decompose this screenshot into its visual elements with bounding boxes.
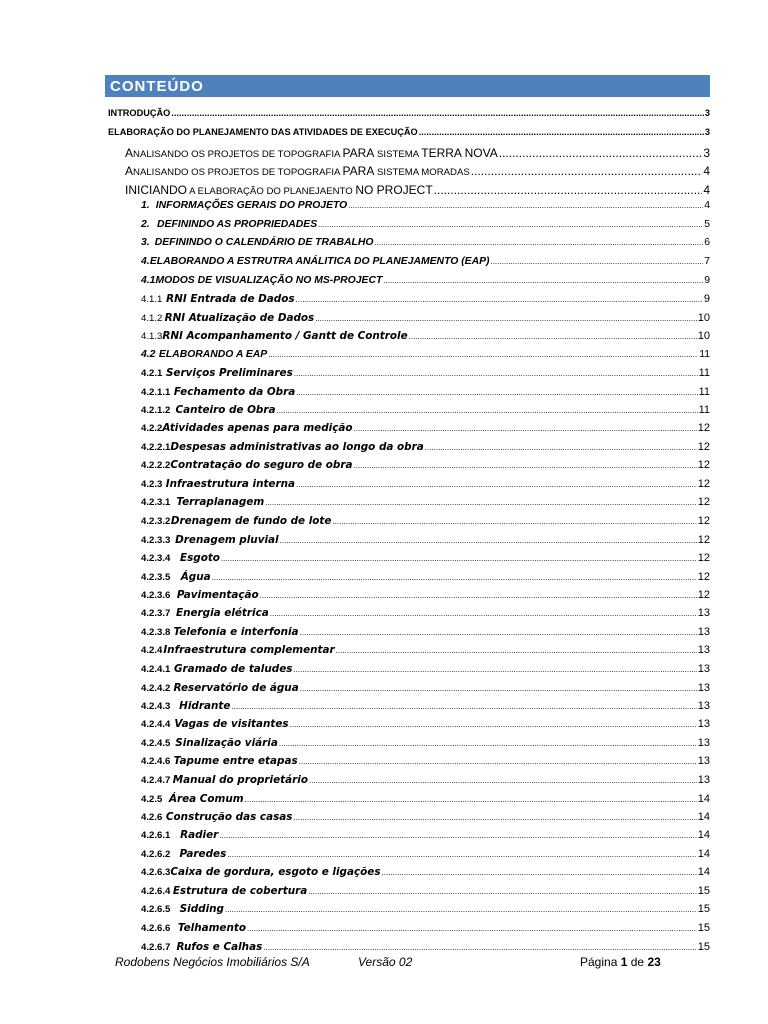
toc-entry-title: Água xyxy=(180,571,211,583)
toc-dot-leader xyxy=(383,276,703,285)
toc-entry-number: 4.2.3.2 xyxy=(141,516,171,527)
toc-dot-leader xyxy=(219,831,696,840)
toc-entry-title xyxy=(125,164,470,178)
toc-entry-number: 4.2.4 xyxy=(141,645,163,656)
toc-entry[interactable] xyxy=(125,164,710,182)
toc-entry-number: 4. xyxy=(141,256,150,267)
toc-entry-title: Construção das casas xyxy=(165,811,293,823)
toc-entry-page: 14 xyxy=(697,848,710,860)
toc-entry-title: Contratação do seguro de obra xyxy=(170,459,353,471)
toc-entry-title xyxy=(125,146,498,160)
toc-entry[interactable] xyxy=(141,496,710,514)
toc-entry-page: 11 xyxy=(698,367,710,379)
toc-entry[interactable] xyxy=(141,386,710,404)
toc-entry[interactable] xyxy=(141,663,710,681)
toc-dot-leader xyxy=(490,257,703,266)
toc-entry-number: 4.2.3 xyxy=(141,479,163,490)
toc-entry-page: 7 xyxy=(704,256,710,267)
toc-entry[interactable] xyxy=(141,682,710,700)
toc-entry-page: 12 xyxy=(697,496,710,508)
toc-dot-leader xyxy=(293,813,696,822)
toc-entry[interactable] xyxy=(141,441,710,459)
toc-entry-page: 13 xyxy=(697,663,710,675)
toc-entry-number: 4.2.1 xyxy=(141,368,163,379)
toc-dot-leader xyxy=(353,461,696,470)
toc-entry-number: 4.2.1.2 xyxy=(141,405,171,416)
toc-dot-leader xyxy=(263,943,696,952)
toc-entry[interactable] xyxy=(141,737,710,755)
toc-dot-leader xyxy=(296,480,697,489)
footer-company: Rodobens Negócios Imobiliários S/A xyxy=(115,955,310,969)
toc-entry-title: Serviços Preliminares xyxy=(165,367,293,379)
toc-entry[interactable] xyxy=(141,811,710,829)
toc-entry-title: Gramado de taludes xyxy=(174,663,293,675)
footer-page-total: 23 xyxy=(647,955,661,969)
toc-entry[interactable] xyxy=(141,219,710,237)
toc-entry-title: DEFININDO AS PROPRIEDADES xyxy=(157,219,318,230)
toc-entry-number: 4.2.2.2 xyxy=(141,460,171,471)
toc-entry-number: 4.2.3.8 xyxy=(141,627,171,638)
toc-entry-page: 13 xyxy=(697,774,710,786)
toc-entry[interactable] xyxy=(141,478,710,496)
toc-dot-leader xyxy=(279,739,697,748)
toc-entry-title-part: NALISANDO OS PROJETOS DE TOPOGRAFIA xyxy=(133,149,343,160)
toc-entry-number: 4.2.4.4 xyxy=(141,719,171,730)
toc-dot-leader xyxy=(315,314,697,323)
toc-entry-number: 4.2.6.2 xyxy=(141,849,171,860)
toc-entry-page: 13 xyxy=(697,682,710,694)
toc-entry-title: Telefonia e interfonia xyxy=(173,626,299,638)
footer-version: Versão 02 xyxy=(358,955,413,969)
toc-entry-title-part: A xyxy=(125,146,134,160)
toc-entry-page: 15 xyxy=(697,885,710,897)
toc-entry-page: 13 xyxy=(697,755,710,767)
toc-entry[interactable] xyxy=(141,200,710,218)
toc-entry[interactable] xyxy=(141,626,710,644)
toc-dot-leader xyxy=(296,295,703,304)
toc-entry[interactable] xyxy=(141,571,710,589)
toc-entry-number: 4.2.6.7 xyxy=(141,942,171,953)
toc-entry-page: 11 xyxy=(698,404,710,416)
toc-dot-leader xyxy=(300,628,697,637)
toc-entry-title-part: SISTEMA xyxy=(374,149,422,160)
toc-entry-title: INFORMAÇÕES GERAIS DO PROJETO xyxy=(155,200,348,211)
toc-entry-title: Caixa de gordura, esgoto e ligações xyxy=(170,866,381,878)
toc-entry-page: 12 xyxy=(697,534,710,546)
toc-dot-leader xyxy=(308,887,697,896)
toc-entry[interactable] xyxy=(141,256,710,274)
toc-entry-page: 6 xyxy=(704,237,710,248)
toc-entry-number: 4.2.5 xyxy=(141,794,163,805)
toc-entry-title: Esgoto xyxy=(179,552,220,564)
toc-dot-leader xyxy=(299,757,697,766)
toc-dot-leader xyxy=(300,684,697,693)
toc-entry-title: Atividades apenas para medição xyxy=(162,422,353,434)
toc-dot-leader xyxy=(293,665,696,674)
toc-entry-title-part: INICIANDO xyxy=(125,183,188,197)
toc-entry-title: Hidrante xyxy=(179,700,231,712)
toc-entry[interactable] xyxy=(141,589,710,607)
toc-entry[interactable] xyxy=(141,367,710,385)
toc-entry[interactable] xyxy=(141,700,710,718)
toc-entry-number: 4.2.3.7 xyxy=(141,608,171,619)
toc-dot-leader xyxy=(245,795,697,804)
toc-entry-title: Manual do proprietário xyxy=(172,774,308,786)
toc-entry[interactable] xyxy=(141,515,710,533)
toc-entry[interactable] xyxy=(141,644,710,662)
toc-entry-page: 11 xyxy=(698,386,710,398)
toc-dot-leader xyxy=(296,388,697,397)
toc-heading-text: CONTEÚDO xyxy=(110,78,204,95)
toc-entry[interactable] xyxy=(141,774,710,792)
toc-entry-page: 14 xyxy=(697,829,710,841)
toc-entry-number: 2. xyxy=(141,219,150,230)
toc-entry-number: 4.2.6 xyxy=(141,812,163,823)
toc-entry-page: 14 xyxy=(697,793,710,805)
toc-entry-title-part: NALISANDO OS PROJETOS DE TOPOGRAFIA xyxy=(133,167,343,178)
footer-page-label: Página xyxy=(580,955,618,969)
toc-entry-page: 3 xyxy=(704,108,710,118)
toc-dot-leader xyxy=(425,443,697,452)
toc-entry-number: 4.2.4.6 xyxy=(141,756,171,767)
toc-dot-leader xyxy=(348,201,703,210)
toc-entry[interactable] xyxy=(141,829,710,847)
toc-entry-page: 12 xyxy=(697,571,710,583)
toc-entry-number: 4.2.4.5 xyxy=(141,738,171,749)
toc-dot-leader xyxy=(309,776,697,785)
toc-entry-number: 4.2.6.3 xyxy=(141,867,171,878)
toc-entry-title: Drenagem de fundo de lote xyxy=(170,515,332,527)
toc-entry-number: 4.2.6.4 xyxy=(141,886,171,897)
toc-entry[interactable] xyxy=(141,848,710,866)
toc-entry-number: 3. xyxy=(141,237,150,248)
toc-entry[interactable] xyxy=(141,552,710,570)
toc-entry[interactable] xyxy=(141,534,710,552)
toc-dot-leader xyxy=(270,609,697,618)
toc-entry[interactable] xyxy=(141,349,710,367)
toc-entry[interactable] xyxy=(141,312,710,330)
toc-entry-number: 4.2.6.5 xyxy=(141,904,171,915)
toc-entry-page: 3 xyxy=(703,146,710,160)
toc-entry[interactable] xyxy=(141,293,710,311)
toc-entry-title: ELABORANDO A ESTRUTRA ANÁLITICA DO PLANEJAMENTO (EAP) xyxy=(149,256,490,267)
toc-entry-title-part: SISTEMA MORADAS xyxy=(374,167,470,178)
toc-entry-number: 4.2.3.6 xyxy=(141,590,171,601)
toc-entry-number: 4.2.3.1 xyxy=(141,497,171,508)
footer-page-of: de xyxy=(630,955,645,969)
toc-entry-page: 15 xyxy=(697,922,710,934)
toc-entry-page: 12 xyxy=(697,478,710,490)
toc-entry-title: Tapume entre etapas xyxy=(173,755,298,767)
toc-entry-title-part: A ELABORAÇÃO DO PLANEJAENTO xyxy=(187,186,356,197)
toc-entry-page: 13 xyxy=(697,718,710,730)
toc-entry[interactable] xyxy=(141,922,710,940)
toc-entry[interactable] xyxy=(141,755,710,773)
toc-dot-leader xyxy=(434,183,703,197)
toc-entry[interactable] xyxy=(125,146,710,164)
toc-dot-leader xyxy=(212,573,697,582)
toc-entry-title: Infraestrutura complementar xyxy=(163,644,335,656)
toc-dot-leader xyxy=(260,591,697,600)
toc-entry-number: 1. xyxy=(141,200,150,211)
toc-entry-number: 4.1 xyxy=(141,275,156,286)
toc-entry-page: 12 xyxy=(697,459,710,471)
toc-entry-page: 10 xyxy=(697,312,710,324)
toc-entry-page: 11 xyxy=(699,349,710,360)
toc-entry[interactable] xyxy=(141,422,710,440)
toc-entry-title: Sinalização viária xyxy=(175,737,278,749)
toc-entry[interactable] xyxy=(141,718,710,736)
toc-entry-page: 9 xyxy=(703,293,710,305)
toc-entry[interactable] xyxy=(141,903,710,921)
toc-dot-leader xyxy=(294,369,698,378)
footer-page-number xyxy=(580,955,661,969)
toc-entry-title: Drenagem pluvial xyxy=(175,534,279,546)
toc-entry-title: RNI Acompanhamento / Gantt de Controle xyxy=(162,330,408,342)
toc-entry-title: Energia elétrica xyxy=(175,607,269,619)
toc-entry-number: 4.2.6.6 xyxy=(141,923,171,934)
toc-entry-page: 12 xyxy=(697,422,710,434)
toc-entry[interactable] xyxy=(141,866,710,884)
toc-dot-leader xyxy=(336,646,697,655)
toc-dot-leader xyxy=(354,424,697,433)
toc-entry[interactable] xyxy=(141,330,710,348)
toc-dot-leader xyxy=(171,108,704,118)
toc-entry-page: 4 xyxy=(703,183,710,197)
toc-entry-number: 4.2.3.4 xyxy=(141,553,171,564)
toc-dot-leader xyxy=(265,498,697,507)
toc-entry-title xyxy=(125,183,433,197)
toc-entry[interactable] xyxy=(108,108,710,126)
toc-entry-page: 4 xyxy=(704,200,710,211)
toc-entry-page: 13 xyxy=(697,626,710,638)
toc-entry-page: 14 xyxy=(697,811,710,823)
toc-entry-page: 3 xyxy=(704,127,710,137)
toc-entry-page: 10 xyxy=(697,330,710,342)
toc-entry-title: Vagas de visitantes xyxy=(174,718,289,730)
toc-dot-leader xyxy=(499,146,703,160)
toc-entry-title: Paredes xyxy=(179,848,227,860)
toc-dot-leader xyxy=(268,350,698,359)
toc-entry-number: 4.2.4.2 xyxy=(141,683,171,694)
toc-entry[interactable] xyxy=(141,607,710,625)
toc-dot-leader xyxy=(227,850,696,859)
toc-entry-title: Radier xyxy=(180,829,219,841)
toc-entry[interactable] xyxy=(125,183,710,201)
toc-entry-title: Telhamento xyxy=(177,922,246,934)
toc-dot-leader xyxy=(374,238,703,247)
toc-entry-title: Rufos e Calhas xyxy=(176,941,263,953)
toc-entry-number: 4.2.3.3 xyxy=(141,535,171,546)
toc-entry-page: 15 xyxy=(697,941,710,953)
toc-entry[interactable] xyxy=(141,237,710,255)
footer-page-current: 1 xyxy=(620,955,628,969)
toc-entry-page: 12 xyxy=(697,441,710,453)
toc-entry-title: Terraplanagem xyxy=(176,496,265,508)
toc-dot-leader xyxy=(318,220,703,229)
toc-entry-page: 5 xyxy=(704,219,710,230)
toc-entry-number: 4.1.3 xyxy=(141,331,163,342)
toc-entry-title-part: PARA xyxy=(342,146,375,160)
toc-entry-title: ELABORAÇÃO DO PLANEJAMENTO DAS ATIVIDADES DE EXECUÇÃO xyxy=(108,127,418,137)
toc-entry[interactable] xyxy=(141,793,710,811)
toc-dot-leader xyxy=(225,905,697,914)
toc-entry-title-part: NO PROJECT xyxy=(355,183,433,197)
toc-dot-leader xyxy=(419,127,704,137)
toc-entry-title-part: PARA xyxy=(342,164,375,178)
toc-entry-number: 4.2.4.1 xyxy=(141,664,171,675)
toc-entry-number: 4.2.2.1 xyxy=(141,442,171,453)
toc-entry-page: 12 xyxy=(697,552,710,564)
toc-entry-title: Canteiro de Obra xyxy=(175,404,276,416)
toc-entry-title: Despesas administrativas ao longo da obra xyxy=(170,441,424,453)
toc-entry-page: 13 xyxy=(697,700,710,712)
toc-entry-number: 4.1.1 xyxy=(141,294,163,305)
toc-entry-page: 15 xyxy=(697,903,710,915)
toc-entry-page: 13 xyxy=(697,607,710,619)
toc-entry-page: 12 xyxy=(697,515,710,527)
toc-dot-leader xyxy=(280,536,697,545)
toc-entry-title: Estrutura de cobertura xyxy=(172,885,308,897)
toc-entry[interactable] xyxy=(141,459,710,477)
toc-entry[interactable] xyxy=(108,127,710,145)
toc-entry-title: MODOS DE VISUALIZAÇÃO NO MS-PROJECT xyxy=(155,275,383,286)
toc-entry-number: 4.2 xyxy=(141,349,156,360)
toc-dot-leader xyxy=(231,702,696,711)
toc-entry-page: 14 xyxy=(697,866,710,878)
toc-entry-title: Pavimentação xyxy=(176,589,259,601)
toc-entry-page: 12 xyxy=(697,589,710,601)
toc-dot-leader xyxy=(277,406,698,415)
toc-entry-title-part: TERRA NOVA xyxy=(421,146,498,160)
toc-entry-title: Infraestrutura interna xyxy=(165,478,296,490)
toc-dot-leader xyxy=(409,332,697,341)
toc-entry-title: RNI Entrada de Dados xyxy=(166,293,295,305)
toc-entry[interactable] xyxy=(141,404,710,422)
toc-entry-title: Reservatório de água xyxy=(173,682,299,694)
toc-entry-title: Área Comum xyxy=(168,793,244,805)
toc-dot-leader xyxy=(290,720,697,729)
toc-entry-title: Fechamento da Obra xyxy=(173,386,296,398)
toc-entry-title: INTRODUÇÃO xyxy=(108,108,171,118)
toc-entry-title: ELABORANDO A EAP xyxy=(158,349,268,360)
toc-entry-page: 13 xyxy=(697,737,710,749)
toc-entry-title: Sidding xyxy=(179,903,224,915)
toc-entry-page: 4 xyxy=(703,164,710,178)
toc-entry-number: 4.2.2 xyxy=(141,423,163,434)
toc-entry-number: 4.1.2 xyxy=(141,313,163,324)
toc-entry-number: 4.2.6.1 xyxy=(141,830,171,841)
toc-dot-leader xyxy=(332,517,696,526)
toc-dot-leader xyxy=(247,924,697,933)
toc-entry-number: 4.2.4.3 xyxy=(141,701,171,712)
toc-entry-page: 9 xyxy=(704,275,710,286)
toc-dot-leader xyxy=(471,164,703,178)
toc-entry-title-part: A xyxy=(125,164,134,178)
toc-entry-title: DEFININDO O CALENDÁRIO DE TRABALHO xyxy=(154,237,374,248)
toc-entry-page: 13 xyxy=(697,644,710,656)
toc-dot-leader xyxy=(221,554,697,563)
toc-dot-leader xyxy=(382,868,697,877)
toc-entry[interactable] xyxy=(141,885,710,903)
toc-entry-title: RNI Atualização de Dados xyxy=(164,312,315,324)
toc-entry-number: 4.2.4.7 xyxy=(141,775,171,786)
toc-entry-number: 4.2.1.1 xyxy=(141,387,171,398)
toc-entry-number: 4.2.3.5 xyxy=(141,572,171,583)
toc-entry[interactable] xyxy=(141,275,710,293)
